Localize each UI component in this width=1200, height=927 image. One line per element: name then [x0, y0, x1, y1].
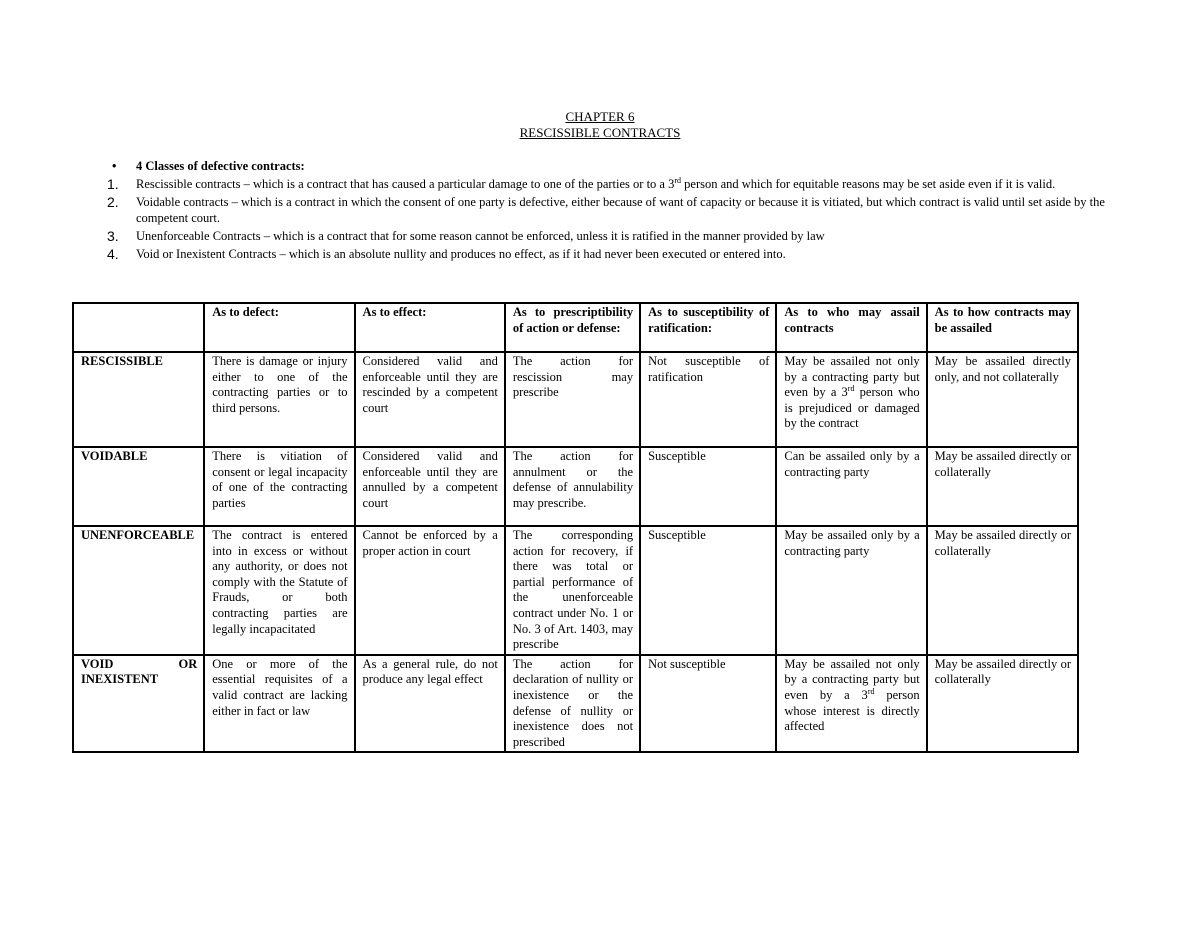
row-label: VOID OR INEXISTENT: [73, 655, 204, 753]
list-number: 4.: [107, 246, 119, 262]
table-header-row: [73, 303, 1078, 352]
list-item: [107, 228, 1122, 244]
table-row: [73, 352, 1078, 447]
classes-list: [107, 176, 1122, 264]
list-text: Rescissible contracts – which is a contract that has caused a particular damage to one of the parties or to a 3rd person and which for equitable reasons may be set aside even if it is valid.: [136, 175, 1056, 191]
list-text: Void or Inexistent Contracts – which is an absolute nullity and produces no effect, as if it had never been executed or entered into.: [136, 247, 786, 261]
cell-who: May be assailed not only by a contracting party but even by a 3rd person who is prejudiced or damaged by the contract: [776, 352, 926, 447]
cell-prescriptibility: The corresponding action for recovery, if there was total or partial performance of the unenforceable contract under No. 1 or No. 3 of Art. 1403, may prescribe: [505, 526, 640, 655]
cell-who: May be assailed only by a contracting party: [776, 526, 926, 655]
header-cell-who: As to who may assail contracts: [776, 303, 926, 352]
cell-how: May be assailed directly or collaterally: [927, 655, 1078, 753]
table-row: [73, 526, 1078, 655]
cell-effect: Considered valid and enforceable until they are rescinded by a competent court: [355, 352, 505, 447]
contract-comparison-table: [72, 302, 1079, 753]
cell-ratification: Not susceptible of ratification: [640, 352, 776, 447]
header-cell-how: As to how contracts may be assailed: [927, 303, 1078, 352]
list-number: 1.: [107, 176, 119, 192]
cell-defect: There is vitiation of consent or legal incapacity of one of the contracting parties: [204, 447, 354, 526]
list-text: Voidable contracts – which is a contract in which the consent of one party is defective, either because of want of capacity or because it is vitiated, but which contract is valid until set aside by the competent court.: [136, 195, 1105, 225]
cell-ratification: Not susceptible: [640, 655, 776, 753]
cell-who: Can be assailed only by a contracting party: [776, 447, 926, 526]
header-cell-defect: As to defect:: [204, 303, 354, 352]
cell-ratification: Susceptible: [640, 447, 776, 526]
cell-defect: The contract is entered into in excess or without any authority, or does not comply with the Statute of Frauds, or both contracting parties are legally incapacitated: [204, 526, 354, 655]
list-item: [107, 246, 1122, 262]
header-cell-ratification: As to susceptibility of ratification:: [640, 303, 776, 352]
list-item: [107, 176, 1122, 192]
cell-effect: Considered valid and enforceable until they are annulled by a competent court: [355, 447, 505, 526]
cell-how: May be assailed directly or collaterally: [927, 526, 1078, 655]
cell-prescriptibility: The action for rescission may prescribe: [505, 352, 640, 447]
cell-defect: There is damage or injury either to one of the contracting parties or to third persons.: [204, 352, 354, 447]
cell-who: May be assailed not only by a contracting party but even by a 3rd person whose interest is directly affected: [776, 655, 926, 753]
cell-how: May be assailed directly only, and not collaterally: [927, 352, 1078, 447]
bullet-dot-icon: •: [112, 159, 117, 173]
row-label: VOIDABLE: [73, 447, 204, 526]
chapter-number: CHAPTER 6: [565, 109, 635, 124]
classes-heading: 4 Classes of defective contracts:: [136, 159, 305, 173]
cell-effect: Cannot be enforced by a proper action in court: [355, 526, 505, 655]
list-number: 3.: [107, 228, 119, 244]
chapter-title: RESCISSIBLE CONTRACTS: [519, 125, 681, 140]
list-text: Unenforceable Contracts – which is a contract that for some reason cannot be enforced, unless it is ratified in the manner provided by law: [136, 229, 825, 243]
cell-how: May be assailed directly or collaterally: [927, 447, 1078, 526]
cell-prescriptibility: The action for annulment or the defense of annulability may prescribe.: [505, 447, 640, 526]
table-row: [73, 655, 1078, 753]
cell-ratification: Susceptible: [640, 526, 776, 655]
row-label: RESCISSIBLE: [73, 352, 204, 447]
cell-prescriptibility: The action for declaration of nullity or inexistence or the defense of nullity or inexistence does not prescribed: [505, 655, 640, 753]
header-cell-prescriptibility: As to prescriptibility of action or defense:: [505, 303, 640, 352]
header-cell-effect: As to effect:: [355, 303, 505, 352]
list-number: 2.: [107, 194, 119, 210]
list-item: [107, 194, 1122, 226]
cell-effect: As a general rule, do not produce any legal effect: [355, 655, 505, 753]
row-label: UNENFORCEABLE: [73, 526, 204, 655]
cell-defect: One or more of the essential requisites of a valid contract are lacking either in fact or law: [204, 655, 354, 753]
header-cell-empty: [73, 303, 204, 352]
classes-bullet: [112, 158, 305, 174]
table-row: [73, 447, 1078, 526]
